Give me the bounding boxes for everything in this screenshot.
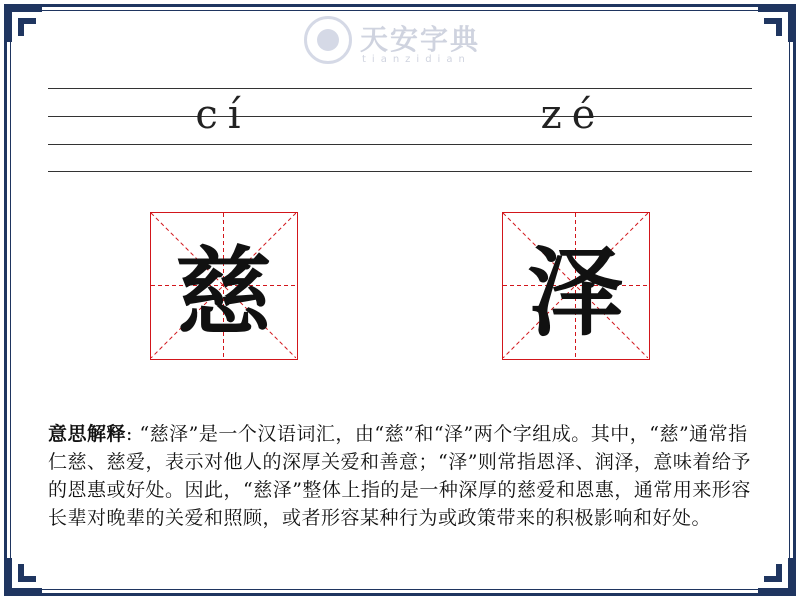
- watermark-logo: [304, 14, 504, 70]
- character-grid-1: [150, 212, 298, 360]
- logo-name: 天安字典: [360, 23, 481, 56]
- character-grid-2: [502, 212, 650, 360]
- logo-subtitle: tianzidian: [362, 54, 471, 65]
- corner-ornament-icon: [4, 4, 44, 44]
- corner-ornament-icon: [4, 556, 44, 596]
- pinyin-1: cí: [195, 92, 251, 138]
- meaning-paragraph: [48, 420, 752, 532]
- logo-icon: [304, 16, 352, 64]
- character-2: 泽: [527, 237, 624, 349]
- meaning-label: 意思解释: [48, 423, 127, 445]
- pinyin-2: zé: [540, 92, 606, 138]
- character-1: 慈: [175, 237, 272, 349]
- meaning-colon: :: [126, 423, 140, 445]
- meaning-text: “慈泽”是一个汉语词汇，由“慈”和“泽”两个字组成。其中，“慈”通常指仁慈、慈爱，表示对他人的深厚关爱和善意；“泽”则常指恩泽、润泽，意味着给予的恩惠或好处。因此，“慈泽”整体上指的是一种深厚的慈爱和恩惠，通常用来形容长辈对晚辈的关爱和照顾，或者形容某种行为或政策带来的积极影响和好处。: [48, 423, 751, 529]
- corner-ornament-icon: [756, 4, 796, 44]
- corner-ornament-icon: [756, 556, 796, 596]
